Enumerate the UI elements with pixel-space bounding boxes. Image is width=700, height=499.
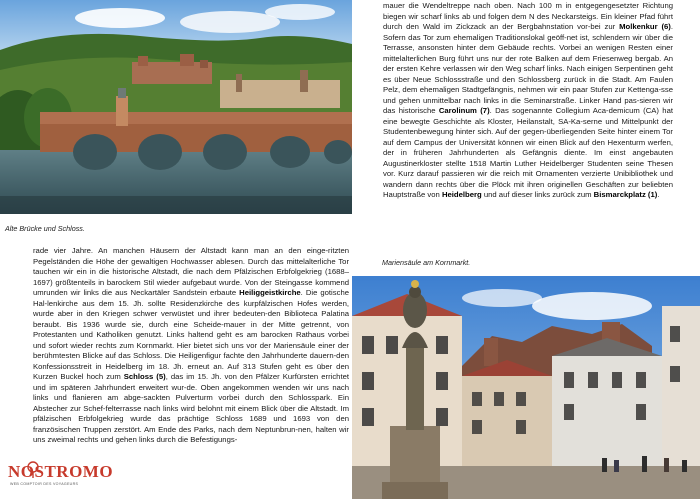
place-heidelberg: Heidelberg	[441, 190, 482, 199]
caption-mariensaeule: Mariensäule am Kornmarkt.	[382, 258, 471, 267]
place-carolinum: Carolinum (7)	[438, 106, 490, 115]
paragraph-route	[383, 1, 673, 201]
nostromo-logo	[4, 460, 114, 494]
text-segment: , das im 15. Jh. von den Pfälzer Kurfürsten errichtet und im späteren Jahrhundert erweitert wur-de. Oben angekommen wenden wir uns nach links und flanieren am abge-sackten Pulverturm vorbei durch den Schlosspark. Ein Abstecher zur Schef-felterrasse nach links wird belohnt mit einem Blick über die Altstadt. Im pfälzischen Erbfolgekrieg wurde das prächtige Schloss 1689 und 1693 von den französischen Truppen zerstört. Am Ende des Parks, nach dem Neptunbrun-nen, halten wir uns zweimal rechts und gehen links durch die Befestigungs-	[33, 372, 350, 444]
text-segment: . Sofern das Tor zum ehemaligen Traditionslokal geöff-net ist, schlendern wir über die Terrasse, ansonsten hinter dem Gebäude rechts. Vorbei an wenigen Resten einer mittelalterlichen Burg führt uns nur der rote Balken auf dem Friesenweg bergab. An der ersten Kehre verlassen wir den Weg scharf links. Nach einigen Serpentinen geht es über Neue Schlossstraße und den Schlossberg zurück in die Stadt. Am Faulen Pelz, dem ehemaligen Stadtgefängnis, nehmen wir ein paar Stufen zur Kettenga-sse und gehen unmittelbar nach links in die Seminarstraße. Linker Hand pas-sieren wir das historische	[383, 22, 673, 115]
logo-word: NOSTROMO	[8, 462, 114, 481]
place-bismarckplatz: Bismarckplatz (1)	[593, 190, 658, 199]
text-segment: mauer die Wendeltreppe nach oben. Nach 100 m in entgegengesetzter Richtung biegen wir scharf links ab und folgen dem N des Neckarsteigs. Ein kleiner Pfad führt durch den Wald im Zickzack an der Bergbahnstation vor-bei zur	[383, 1, 673, 31]
paragraph-altstadt	[33, 246, 349, 446]
text-segment: . Das sogenannte Collegium Aca-demicum (CA) hat eine bewegte Geschichte als Kloster, Heilanstalt, SA-Ka-serne und Mittelpunkt der Studentenbewegung hinter sich. Auf der gegen-überliegenden Seite hinter einem Tor auf dem Campus der Universität können wir einen Blick auf den Hexenturm werfen, der in früheren Jahrhunderten als Gefängnis diente. Im einst angebauten Augustinerkloster stellte 1518 Martin Luther Heidelberger Studenten seine Thesen vor. Kurz darauf passieren wir die reich mit Ornamenten verzierte Unibibliothek und wandern dann rechts über die Plöck mit ihren originellen Geschäften zur beliebten Hauptstraße von	[383, 106, 673, 199]
photo-kornmarkt-mariensaeule	[352, 276, 700, 499]
photo-old-bridge-castle	[0, 0, 352, 214]
text-segment: .	[657, 190, 660, 199]
logo-tagline: WEB COMPTOIR DES VOYAGEURS	[10, 482, 79, 486]
body-text-right-column	[383, 1, 673, 201]
caption-old-bridge: Alte Brücke und Schloss.	[5, 224, 85, 233]
text-segment: und auf dieser links zurück zum	[481, 190, 594, 199]
place-molkenkur: Molkenkur (6)	[619, 22, 671, 31]
text-segment: . Die gotische Hal-lenkirche aus dem 15. Jh. sollte Residenzkirche des kurpfälzischen Hofes werden, wurde aber in den Kriegen schwer verwüstet und ihrer bedeuten-den Biblioteca Palatina beraubt. Bis 1936 wurde sie, durch eine Scheide-mauer in der Mitte getrennt, von Protestanten und Katholiken genutzt. Links haltend geht es am barocken Rathaus vorbei und sofort wieder rechts zum Kornmarkt. Hier bietet sich uns vor der Mariensäule einer der berühmtesten Blicke auf das Schloss. Die Heiligenfigur fachte den Jahrhunderte dauern-den Konfessionsstreit in Heidelberg im 18. Jh. erneut an. Auf 313 Stufen geht es über den Kurzen Buckel hoch zum	[33, 288, 350, 381]
body-text-left-column	[33, 246, 349, 446]
place-heiliggeistkirche: Heiliggeistkirche	[239, 288, 301, 297]
place-schloss: Schloss (5)	[123, 372, 166, 381]
text-segment: rade vier Jahre. An manchen Häusern der Altstadt kann man an den einge-ritzten Pegelständen die Höhe der gewaltigen Hochwasser ablesen. Durch das mittelalterliche Tor tauchen wir ein in die historische Altstadt, die nach dem Pfälzischen Erbfolgekrieg (1688–1697) größtenteils in barockem Stil wieder aufgebaut wurde. Von der Steingasse kommend umrunden wir links die aus Neckartäler Sandstein erbaute	[33, 246, 349, 297]
